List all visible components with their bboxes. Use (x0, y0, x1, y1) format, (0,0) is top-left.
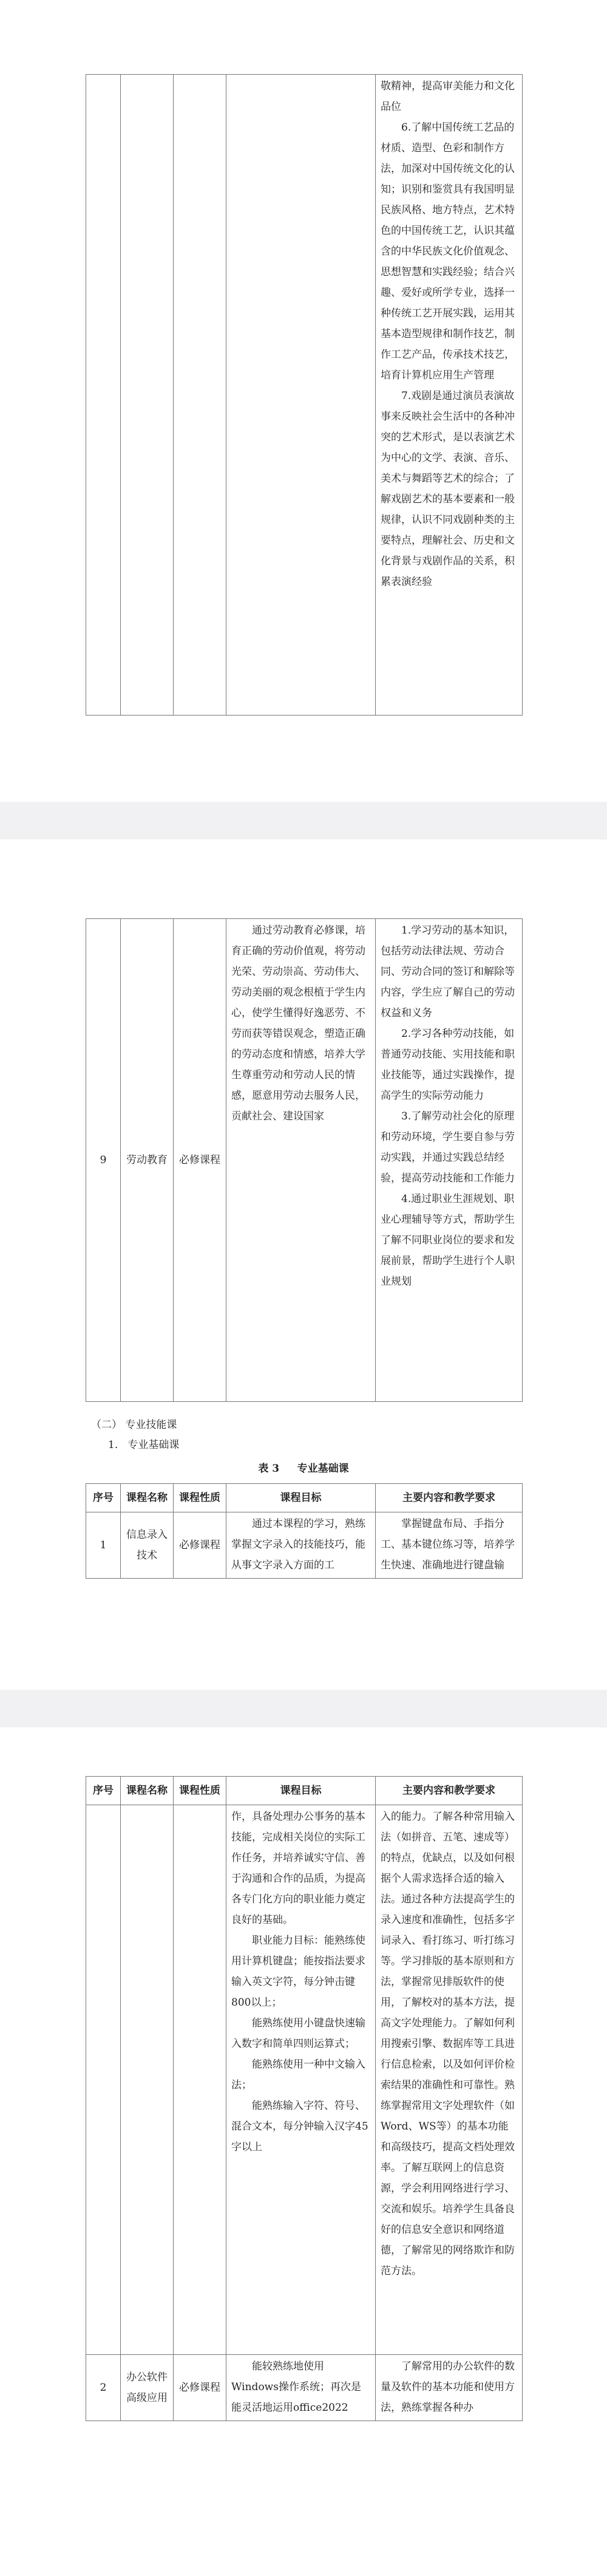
cell-content (376, 1805, 523, 2355)
goal-paragraph: 能较熟练地使用Windows操作系统；再次是能灵活地运用office2022 (231, 2360, 361, 2414)
header-type: 课程性质 (174, 1777, 226, 1805)
content-paragraph: 1.学习劳动的基本知识，包括劳动法律法规、劳动合同、劳动合同的签订和解除等内容，学生应了解自己的劳动权益和义务 (381, 924, 515, 1019)
header-content: 主要内容和教学要求 (376, 1777, 523, 1805)
content-paragraph: 3.了解劳动社会化的原理和劳动环境，学生要自参与劳动实践，并通过实践总结经验，提高劳动技能和工作能力 (381, 1110, 515, 1184)
content-paragraph: 7.戏剧是通过演员表演故事来反映社会生活中的各种冲突的艺术形式，是以表演艺术为中心的文学、表演、音乐、美术与舞蹈等艺术的综合；了解戏剧艺术的基本要素和一般规律，认识不同戏剧种类的主要特点，理解社会、历史和文化背景与戏剧作品的关系，积累表演经验 (381, 390, 515, 588)
cell-no (86, 75, 121, 716)
cell-name: 办公软件高级应用 (121, 2355, 174, 2421)
content-paragraph: 4.通过职业生涯规划、职业心理辅导等方式，帮助学生了解不同职业岗位的要求和发展前景，帮助学生进行个人职业规划 (381, 1193, 515, 1288)
header-name: 课程名称 (121, 1484, 174, 1512)
cell-goal (226, 1805, 376, 2355)
cell-name (121, 1805, 174, 2355)
cell-type: 必修课程 (174, 1512, 226, 1579)
table-row (86, 919, 523, 1402)
cell-type (174, 1805, 226, 2355)
cell-no: 2 (86, 2355, 121, 2421)
header-goal: 课程目标 (226, 1484, 376, 1512)
page-2 (0, 839, 607, 1690)
table-row (86, 2355, 523, 2421)
cell-no (86, 1805, 121, 2355)
table-caption: 表 3 专业基础课 (258, 1463, 349, 1475)
content-paragraph: 入的能力。了解各种常用输入法（如拼音、五笔、速成等）的特点，优缺点，以及如何根据个人需求选择合适的输入法。通过各种方法提高学生的录入速度和准确性，包括多字词录入、看打练习、听打练习等。学习排版的基本原则和方法，掌握常见排版软件的使用，了解校对的基本方法，提高文字处理能力。了解如何利用搜索引擎、数据库等工具进行信息检索，以及如何评价检索结果的准确性和可靠性。熟练掌握常用文字处理软件（如Word、WS等）的基本功能和高级技巧，提高文档处理效率。了解互联网上的信息资源，学会利用网络进行学习、交流和娱乐。培养学生具备良好的信息安全意识和网络道德，了解常见的网络欺诈和防范方法。 (381, 1811, 515, 2277)
goal-paragraph: 职业能力目标：能熟练使用计算机键盘；能按指法要求输入英文字符，每分钟击键800以上； (231, 1935, 365, 2009)
page-gap (0, 1690, 607, 1727)
header-content: 主要内容和教学要求 (376, 1484, 523, 1512)
cell-no: 1 (86, 1512, 121, 1579)
cell-content (376, 2355, 523, 2421)
header-no: 序号 (86, 1484, 121, 1512)
sub-heading: 1. 专业基础课 (108, 1439, 180, 1451)
goal-paragraph: 能熟练使用一种中文输入法； (231, 2058, 365, 2091)
page-gap (0, 802, 607, 839)
goal-paragraph: 能熟练使用小键盘快速输入数字和简单四则运算式； (231, 2017, 365, 2050)
cell-goal (226, 919, 376, 1402)
cell-name (121, 75, 174, 716)
cell-no: 9 (86, 919, 121, 1402)
content-paragraph: 了解常用的办公软件的数量及软件的基本功能和使用方法，熟练掌握各种办 (381, 2360, 515, 2414)
cell-goal (226, 1512, 376, 1579)
cell-goal (226, 75, 376, 716)
table-header-row (86, 1777, 523, 1805)
section-heading: （二） 专业技能课 (91, 1419, 177, 1431)
goal-paragraph: 作，具备处理办公事务的基本技能，完成相关岗位的实际工作任务，并培养诚实守信、善于沟通和合作的品质，为提高各专门化方向的职业能力奠定良好的基础。 (231, 1811, 365, 1926)
cell-type (174, 75, 226, 716)
header-name: 课程名称 (121, 1777, 174, 1805)
cell-goal (226, 2355, 376, 2421)
content-paragraph: 2.学习各种劳动技能，如普通劳动技能、实用技能和职业技能等，通过实践操作，提高学生的实际劳动能力 (381, 1028, 515, 1102)
professional-basic-table (86, 1483, 523, 1579)
header-type: 课程性质 (174, 1484, 226, 1512)
cell-type: 必修课程 (174, 919, 226, 1402)
goal-paragraph: 通过本课程的学习，熟练掌握文字录入的技能技巧，能从事文字录入方面的工 (231, 1518, 365, 1571)
page-3 (0, 1727, 607, 2576)
cell-type: 必修课程 (174, 2355, 226, 2421)
labor-education-table (86, 918, 523, 1402)
cell-name: 劳动教育 (121, 919, 174, 1402)
cell-content (376, 75, 523, 716)
header-goal: 课程目标 (226, 1777, 376, 1805)
table-row (86, 1805, 523, 2355)
table-row (86, 75, 523, 716)
cell-name: 信息录入技术 (121, 1512, 174, 1579)
goal-paragraph: 能熟练输入字符、符号、混合文本，每分钟输入汉字45字以上 (231, 2100, 368, 2153)
goal-paragraph: 通过劳动教育必修课，培育正确的劳动价值观，将劳动光荣、劳动崇高、劳动伟大、劳动美丽的观念根植于学生内心，使学生懂得好逸恶劳、不劳而获等错误观念，塑造正确的劳动态度和情感，培养大学生尊重劳动和劳动人民的情感，愿意用劳动去服务人民，贡献社会、建设国家 (231, 924, 365, 1122)
general-course-table-continued (86, 74, 523, 716)
cell-content (376, 919, 523, 1402)
content-paragraph: 敬精神，提高审美能力和文化品位 (381, 80, 515, 113)
page-1 (0, 0, 607, 802)
table-header-row (86, 1484, 523, 1512)
table-row (86, 1512, 523, 1579)
professional-basic-table-continued (86, 1776, 523, 2421)
header-no: 序号 (86, 1777, 121, 1805)
content-paragraph: 6.了解中国传统工艺品的材质、造型、色彩和制作方法，加深对中国传统文化的认知；识别和鉴赏具有我国明显民族风格、地方特点，艺术特色的中国传统工艺，认识其蕴含的中华民族文化价值观念、思想智慧和实践经验；结合兴趣、爱好或所学专业，选择一种传统工艺开展实践，运用其基本造型规律和制作技艺，制作工艺产品，传承技术技艺，培育计算机应用生产管理 (381, 121, 515, 381)
content-paragraph: 掌握键盘布局、手指分工、基本键位练习等，培养学生快速、准确地进行键盘输 (381, 1518, 515, 1571)
cell-content (376, 1512, 523, 1579)
